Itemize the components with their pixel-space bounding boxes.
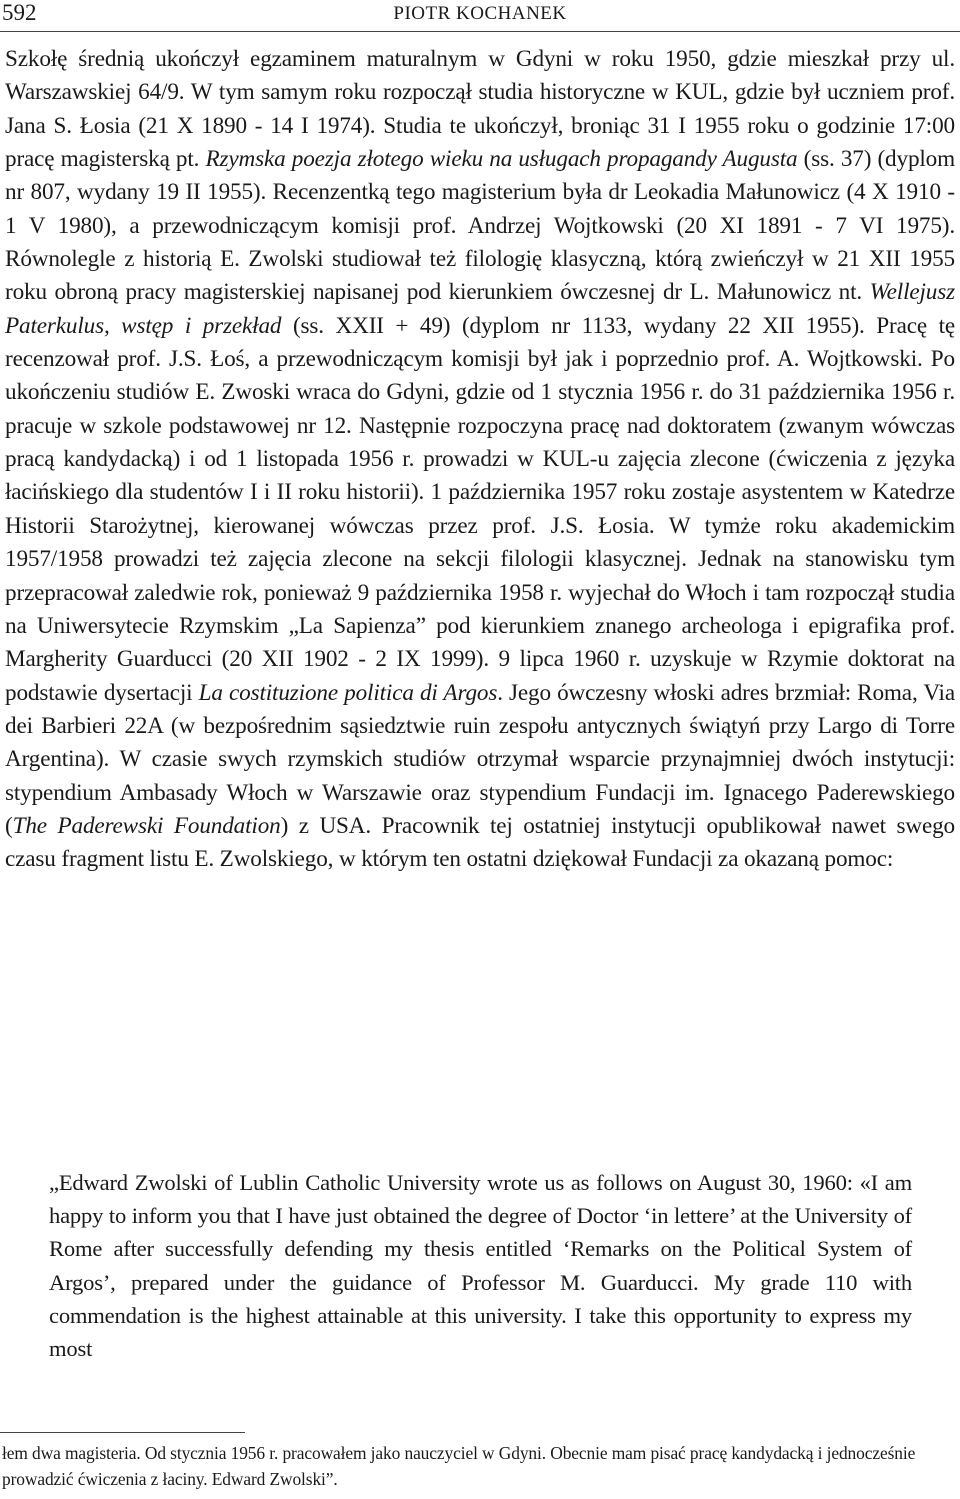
page-number: 592 — [2, 0, 37, 25]
body-text — [5, 43, 955, 877]
footnote-text: łem dwa magisteria. Od stycznia 1956 r. pracowałem jako nauczyciel w Gdyni. Obecnie mam pisać pracę kandydacką i jednocześnie prowadzić ćwiczenia z łaciny. Edward Zwolski”. — [2, 1443, 916, 1489]
block-quote — [49, 1166, 912, 1365]
thesis-title-italic: Rzymska poezja złotego wieku na usługach propagandy Augusta — [205, 146, 798, 173]
text-segment: (ss. XXII + 49) (dyplom nr 1133, wydany 22 XII 1955). Pracę tę recenzował prof. J.S. Łoś, a przewodniczącym komisji był jak i poprzednio prof. A. Wojtkowski. Po ukończeniu studiów E. Zwoski wraca do Gdyni, gdzie od 1 stycznia 1956 r. do 31 października 1956 r. pracuje w szkole podstawowej nr 12. Następnie rozpoczyna pracę nad doktoratem (zwanym wówczas pracą kandydacką) i od 1 listopada 1956 r. prowadzi w KUL-u zajęcia zlecone (ćwiczenia z języka łacińskiego dla studentów I i II roku historii). 1 października 1957 roku zostaje asystentem w Katedrze Historii Starożytnej, kierowanej wówczas przez prof. J.S. Łosia. W tymże roku akademickim 1957/1958 prowadzi też zajęcia zlecone na sekcji filologii klasycznej. Jednak na stanowisku tym przepracował zaledwie rok, ponieważ 9 października 1958 r. wyjechał do Włoch i tam rozpoczął studia na Uniwersytecie Rzymskim „La Sapienza” pod kierunkiem znanego archeologa i epigrafika prof. Margherity Guarducci (20 XII 1902 - 2 IX 1999). 9 lipca 1960 r. uzyskuje w Rzymie doktorat na podstawie dysertacji — [5, 312, 956, 706]
quote-text: „Edward Zwolski of Lublin Catholic University wrote us as follows on August 30, 1960: «I am happy to inform you that I have just obtained the degree of Doctor ‘in lettere’ at the University of Rome after successfully defending my thesis entitled ‘Remarks on the Political System of Argos’, prepared under the guidance of Professor M. Guarducci. My grade 110 with commendation is the highest attainable at this university. I take this opportunity to express my most — [49, 1170, 912, 1362]
thesis-title-italic: Wellejusz Paterkulus, wstęp i przekład — [5, 279, 955, 339]
foundation-name-italic: The Paderewski Foundation — [12, 812, 281, 839]
footnote — [2, 1440, 957, 1492]
text-segment: . Jego ówczesny włoski adres brzmiał: Roma, Via dei Barbieri 22A (w bezpośrednim sąsiedztwie ruin zespołu antycznych świątyń przy Largo di Torre Argentina). W czasie swych rzymskich studiów otrzymał wsparcie przynajmniej dwóch instytucji: stypendium Ambasady Włoch w Warszawie oraz stypendium Fundacji im. Ignacego Paderewskiego ( — [5, 679, 955, 839]
text-segment: (ss. 37) (dyplom nr 807, wydany 19 II 1955). Recenzentką tego magisterium była dr Leokadia Małunowicz (4 X 1910 - 1 V 1980), a przewodniczącym komisji prof. Andrzej Wojtkowski (20 XI 1891 - 7 VI 1975). Równolegle z historią E. Zwolski studiował też filologię klasyczną, którą zwieńczył w 21 XII 1955 roku obroną pracy magisterskiej napisanej pod kierunkiem ówczesnej dr L. Małunowicz nt. — [5, 146, 956, 306]
body-paragraph — [5, 43, 955, 877]
text-segment: ) z USA. Pracownik tej ostatniej instytucji opublikował nawet swego czasu fragment listu E. Zwolskiego, w którym ten ostatni dziękował Fundacji za okazaną pomoc: — [5, 812, 956, 873]
text-segment: Szkołę średnią ukończył egzaminem maturalnym w Gdyni w roku 1950, gdzie mieszkał przy ul. Warszawskiej 64/9. W tym samym roku rozpoczął studia historyczne w KUL, gdzie był uczniem prof. Jana S. Łosia (21 X 1890 - 14 I 1974). Studia te ukończył, broniąc 31 I 1955 roku o godzinie 17:00 pracę magisterską pt. — [5, 46, 955, 173]
header-rule — [0, 31, 960, 32]
page-header — [0, 0, 960, 34]
running-head: PIOTR KOCHANEK — [393, 3, 567, 24]
footnote-rule — [0, 1432, 245, 1433]
dissertation-title-italic: La costituzione politica di Argos — [198, 679, 498, 706]
